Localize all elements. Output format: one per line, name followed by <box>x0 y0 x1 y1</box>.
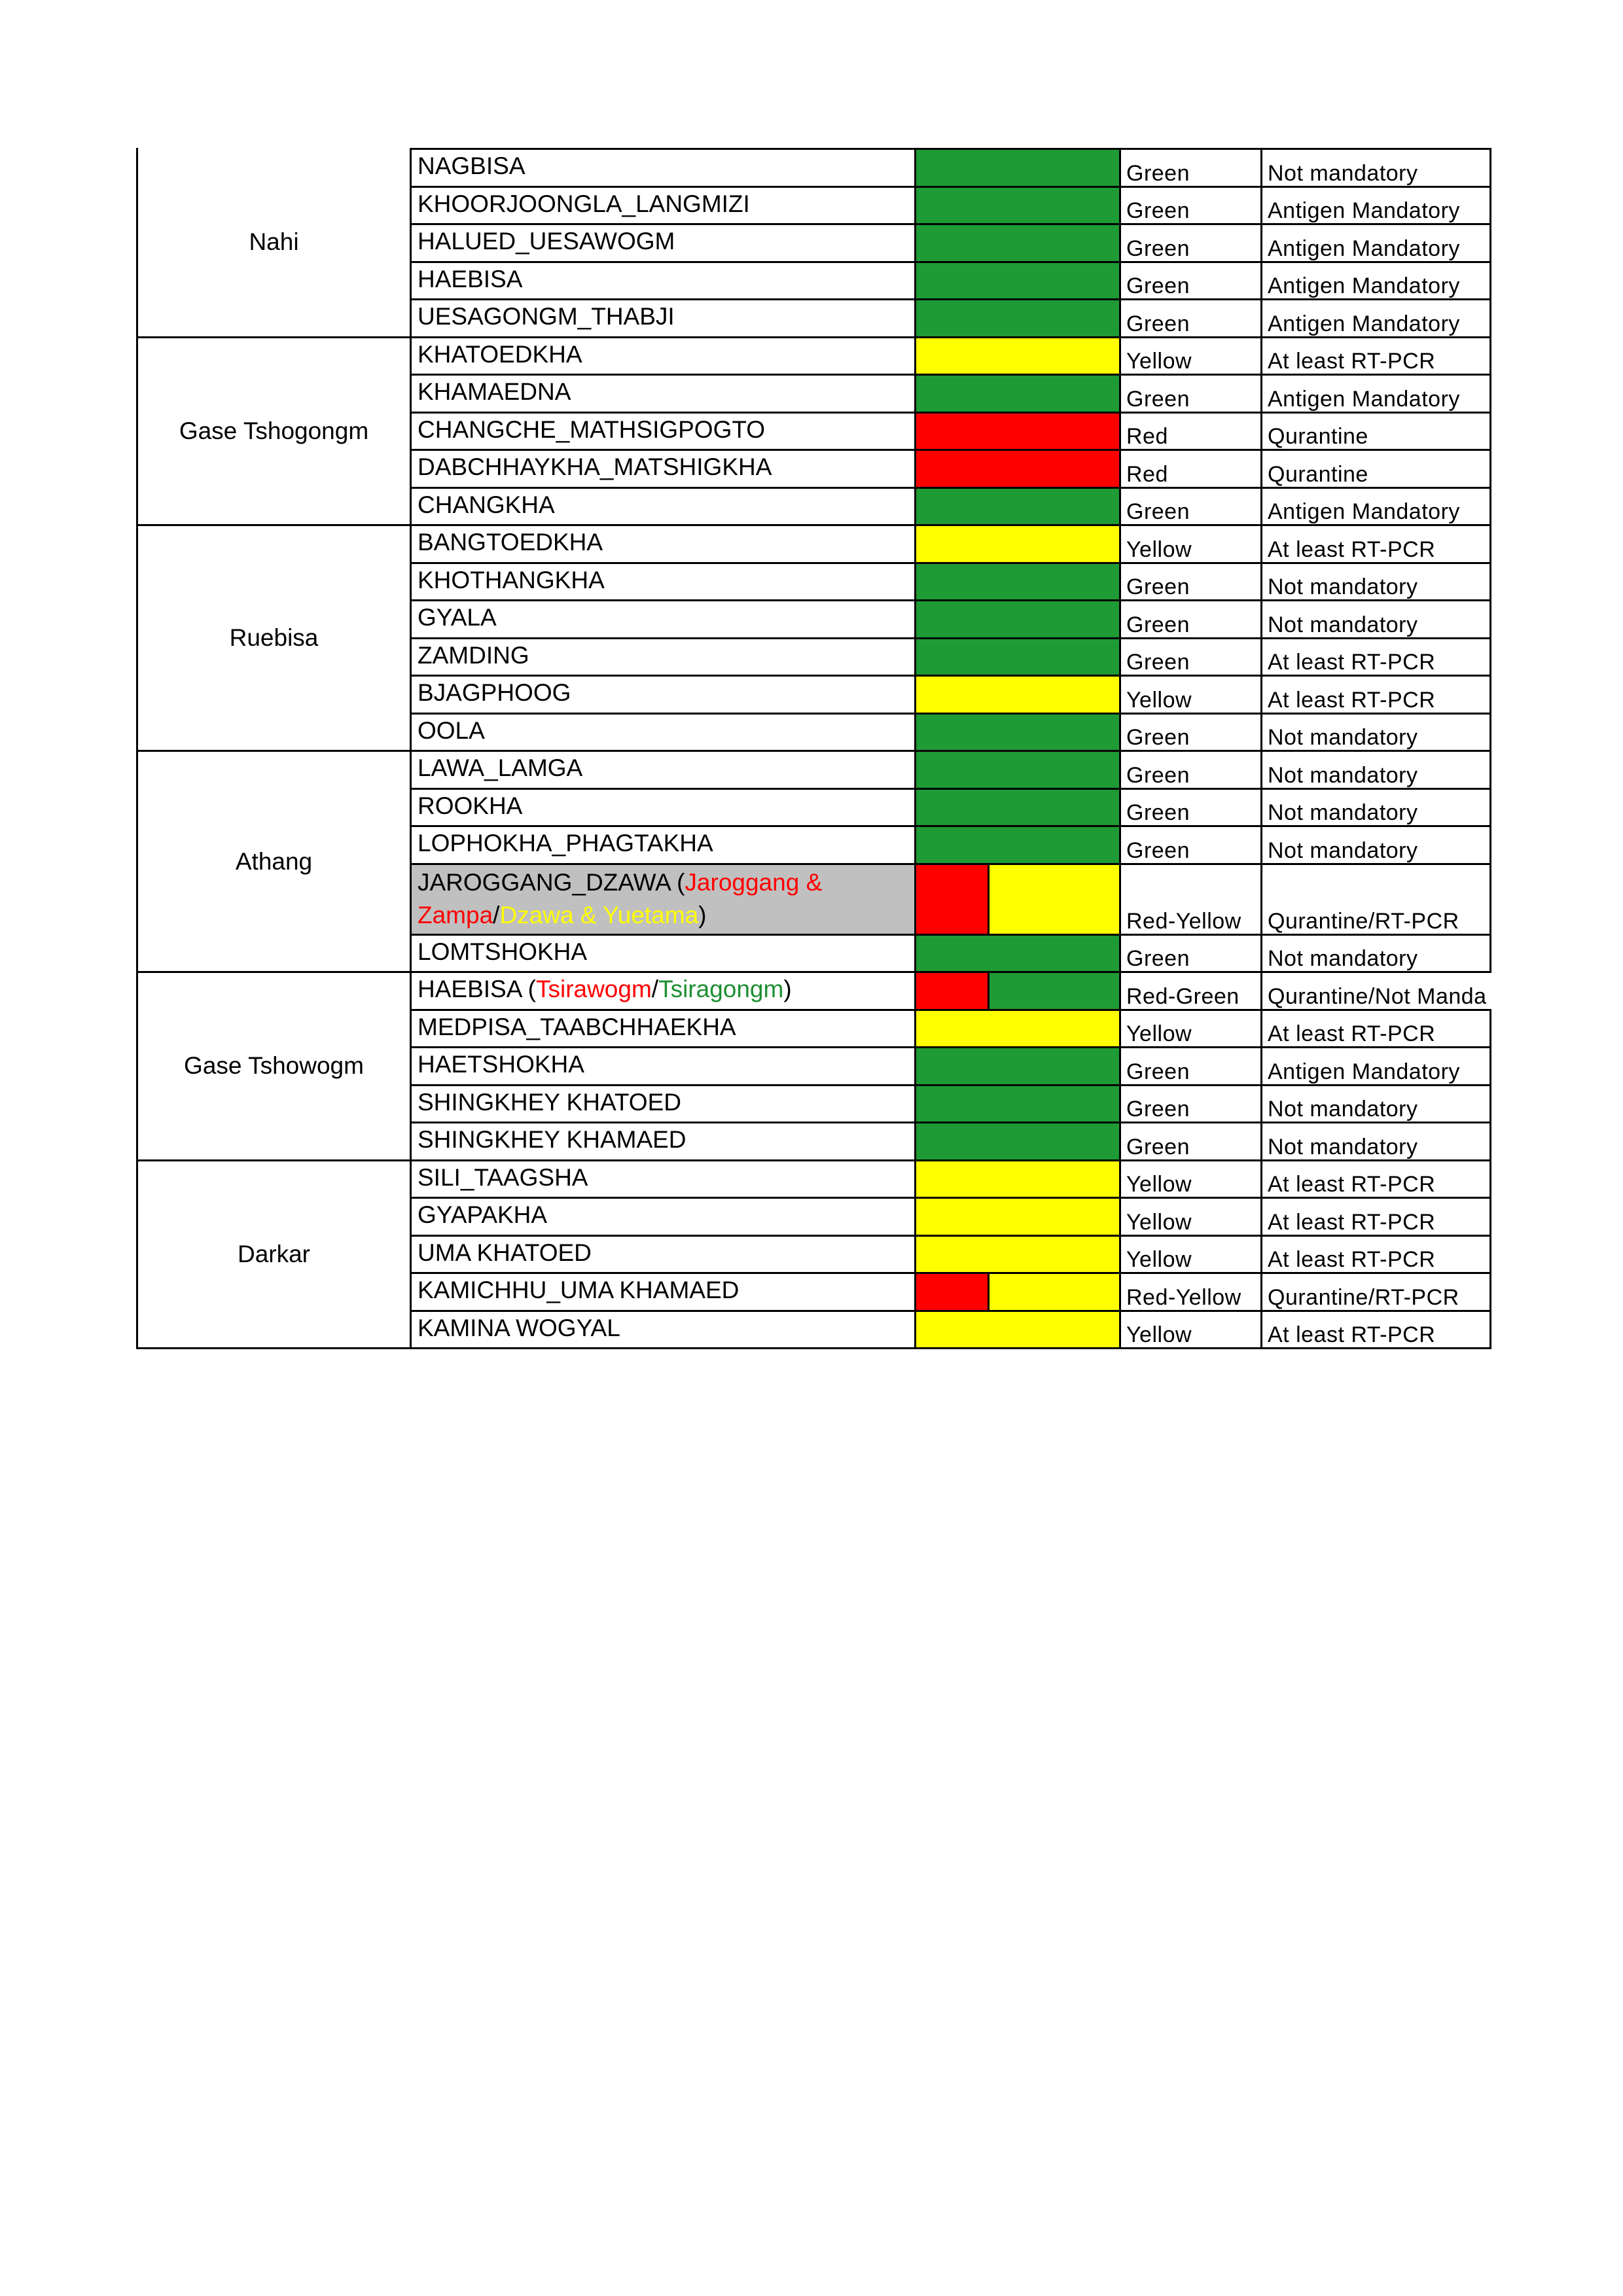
zone-color-swatch <box>916 825 1119 865</box>
village-name-cell <box>410 1310 916 1350</box>
test-requirement-cell <box>1260 186 1491 226</box>
test-requirement: At least RT-PCR <box>1268 1322 1436 1347</box>
village-name: MEDPISA_TAABCHHAEKHA <box>418 1013 736 1040</box>
zone-label-cell <box>1119 599 1262 639</box>
village-name-cell <box>410 1009 916 1049</box>
zone-color-swatch <box>916 1272 1119 1312</box>
gewog-name: Gase Tshowogm <box>184 1052 364 1080</box>
village-name-cell <box>410 487 916 527</box>
test-requirement-cell <box>1260 599 1491 639</box>
test-requirement: Antigen Mandatory <box>1268 274 1460 298</box>
village-name: LAWA_LAMGA <box>418 754 583 781</box>
village-name-cell <box>410 713 916 752</box>
village-name-cell <box>410 1159 916 1199</box>
village-name: SHINGKHEY KHATOED <box>418 1088 681 1116</box>
zone-label: Green <box>1126 311 1190 336</box>
village-name: KHATOEDKHA <box>418 340 582 368</box>
zone-color-swatch <box>916 599 1119 639</box>
zone-label-cell <box>1119 1084 1262 1124</box>
zone-color-swatch <box>916 863 1119 936</box>
zone-label: Green <box>1126 236 1190 261</box>
zone-label-cell <box>1119 261 1262 301</box>
test-requirement-cell <box>1260 1159 1491 1199</box>
zone-color-swatch <box>916 562 1119 602</box>
village-name-cell <box>410 148 916 188</box>
village-name-cell <box>410 562 916 602</box>
zone-color-swatch <box>916 223 1119 263</box>
test-requirement: Not mandatory <box>1268 838 1418 863</box>
village-name-cell <box>410 524 916 564</box>
village-name-cell <box>410 1122 916 1161</box>
zone-label: Green <box>1126 800 1190 825</box>
zone-label-cell <box>1119 713 1262 752</box>
zone-color-part-2 <box>990 865 1119 936</box>
detail-separator: / <box>493 901 500 928</box>
test-requirement-cell <box>1260 374 1491 414</box>
zone-label-cell <box>1119 1159 1262 1199</box>
zone-color-swatch <box>916 1009 1119 1049</box>
test-requirement-cell <box>1260 1272 1491 1312</box>
test-requirement-cell <box>1260 1084 1491 1124</box>
zone-label-cell <box>1119 1009 1262 1049</box>
village-name-cell <box>410 374 916 414</box>
village-name-cell <box>410 298 916 338</box>
test-requirement: At least RT-PCR <box>1268 349 1436 374</box>
test-requirement: Not mandatory <box>1268 800 1418 825</box>
zone-label: Red <box>1126 461 1168 487</box>
test-requirement: Qurantine <box>1268 461 1368 487</box>
test-requirement: Not mandatory <box>1268 762 1418 788</box>
zone-label: Green <box>1126 386 1190 412</box>
zone-label-cell <box>1119 825 1262 865</box>
zone-label-cell <box>1119 449 1262 489</box>
zone-color-swatch <box>916 675 1119 715</box>
zone-color-swatch <box>916 1310 1119 1350</box>
test-requirement: At least RT-PCR <box>1268 650 1436 675</box>
zone-color-part-2 <box>990 1274 1119 1312</box>
test-requirement: Antigen Mandatory <box>1268 386 1460 412</box>
zone-color-part-1 <box>916 865 990 936</box>
zone-color-swatch <box>916 524 1119 564</box>
village-name-cell <box>410 449 916 489</box>
gewog-name: Ruebisa <box>229 624 319 651</box>
village-name: GYAPAKHA <box>418 1201 548 1228</box>
gewog-name-cell <box>136 750 410 973</box>
zone-color-swatch <box>916 336 1119 376</box>
zone-color-swatch <box>916 374 1119 414</box>
village-name: HAEBISA <box>418 976 522 1002</box>
zone-color-part-1 <box>916 1274 990 1312</box>
zone-label: Green <box>1126 160 1190 186</box>
zone-label: Yellow <box>1126 349 1192 374</box>
village-name: OOLA <box>418 716 485 744</box>
village-name-cell <box>410 825 916 865</box>
test-requirement: Antigen Mandatory <box>1268 499 1460 524</box>
test-requirement-cell <box>1260 223 1491 263</box>
village-name: KHOTHANGKHA <box>418 566 605 593</box>
test-requirement-cell <box>1260 1009 1491 1049</box>
village-name-cell <box>410 1084 916 1124</box>
test-requirement-cell <box>1260 487 1491 527</box>
zone-label-cell <box>1119 562 1262 602</box>
test-requirement: Qurantine <box>1268 424 1368 449</box>
zone-color-swatch <box>916 487 1119 527</box>
gewog-name: Gase Tshogongm <box>179 417 369 444</box>
village-name: ZAMDING <box>418 641 529 669</box>
test-requirement-cell <box>1260 1046 1491 1086</box>
test-requirement: At least RT-PCR <box>1268 1209 1436 1235</box>
test-requirement-cell <box>1260 713 1491 752</box>
zone-label: Green <box>1126 838 1190 863</box>
test-requirement-cell <box>1260 971 1491 1011</box>
test-requirement: Not mandatory <box>1268 160 1418 186</box>
gewog-name: Athang <box>235 847 313 875</box>
test-requirement: At least RT-PCR <box>1268 1021 1436 1046</box>
zone-label: Red-Green <box>1126 983 1240 1009</box>
village-name-cell <box>410 750 916 790</box>
zone-label: Green <box>1126 198 1190 223</box>
village-name-cell <box>410 186 916 226</box>
village-name-cell <box>410 675 916 715</box>
zone-label: Yellow <box>1126 1322 1192 1347</box>
test-requirement-cell <box>1260 863 1491 936</box>
village-name: NAGBISA <box>418 152 526 179</box>
zone-color-swatch <box>916 1084 1119 1124</box>
village-name: HALUED_UESAWOGM <box>418 228 675 255</box>
zone-color-swatch <box>916 971 1119 1011</box>
test-requirement-cell <box>1260 449 1491 489</box>
zone-color-swatch <box>916 1122 1119 1161</box>
zone-label: Green <box>1126 650 1190 675</box>
village-name: SHINGKHEY KHAMAED <box>418 1126 687 1153</box>
detail-close: ) <box>783 976 792 1002</box>
zone-color-swatch <box>916 1159 1119 1199</box>
detail-part-1: Jaroggang & Zampa <box>418 868 823 928</box>
zone-label-cell <box>1119 223 1262 263</box>
gewog-name: Darkar <box>237 1240 311 1267</box>
zone-label: Green <box>1126 612 1190 637</box>
zone-label-cell <box>1119 863 1262 936</box>
zone-label: Yellow <box>1126 687 1192 713</box>
test-requirement: Not mandatory <box>1268 574 1418 599</box>
zone-color-swatch <box>916 1235 1119 1275</box>
test-requirement: Antigen Mandatory <box>1268 1059 1460 1084</box>
test-requirement-cell <box>1260 1122 1491 1161</box>
zone-label: Yellow <box>1126 1172 1192 1197</box>
village-name: SILI_TAAGSHA <box>418 1163 588 1191</box>
zone-label-cell <box>1119 1122 1262 1161</box>
test-requirement-cell <box>1260 934 1491 974</box>
zone-label-cell <box>1119 675 1262 715</box>
village-name: JAROGGANG_DZAWA <box>418 868 670 896</box>
village-name: BANGTOEDKHA <box>418 529 603 556</box>
village-name-cell <box>410 1235 916 1275</box>
zone-label-cell <box>1119 487 1262 527</box>
zone-color-swatch <box>916 750 1119 790</box>
village-name: CHANGKHA <box>418 491 555 518</box>
zone-label: Yellow <box>1126 1209 1192 1235</box>
village-name: BJAGPHOOG <box>418 679 571 706</box>
village-name: ROOKHA <box>418 792 523 819</box>
zone-color-part-1 <box>916 973 990 1011</box>
zone-color-swatch <box>916 412 1119 451</box>
test-requirement: Antigen Mandatory <box>1268 236 1460 261</box>
zone-color-swatch <box>916 261 1119 301</box>
zone-label-cell <box>1119 524 1262 564</box>
test-requirement-cell <box>1260 336 1491 376</box>
zone-color-swatch <box>916 713 1119 752</box>
zone-label-cell <box>1119 186 1262 226</box>
zone-label-cell <box>1119 148 1262 188</box>
village-name: LOMTSHOKHA <box>418 938 588 965</box>
detail-part-2: Tsiragongm <box>658 976 784 1002</box>
test-requirement: Not mandatory <box>1268 612 1418 637</box>
zone-label-cell <box>1119 412 1262 451</box>
test-requirement: At least RT-PCR <box>1268 537 1436 562</box>
zone-label: Yellow <box>1126 1021 1192 1046</box>
test-requirement: At least RT-PCR <box>1268 687 1436 713</box>
zone-label: Yellow <box>1126 537 1192 562</box>
zone-label: Green <box>1126 574 1190 599</box>
test-requirement-cell <box>1260 298 1491 338</box>
village-name: KHAMAEDNA <box>418 378 571 405</box>
zone-color-part-2 <box>990 973 1119 1011</box>
test-requirement-cell <box>1260 1235 1491 1275</box>
detail-part-2: Dzawa & Yuetama <box>499 901 699 928</box>
test-requirement: At least RT-PCR <box>1268 1172 1436 1197</box>
table-bottom-border <box>136 1347 1491 1349</box>
village-name-cell <box>410 1046 916 1086</box>
zone-color-swatch <box>916 186 1119 226</box>
gewog-name-cell <box>136 1159 410 1350</box>
village-name: KAMICHHU_UMA KHAMAED <box>418 1277 740 1303</box>
village-name-cell <box>410 971 916 1011</box>
zone-label: Red <box>1126 424 1168 449</box>
detail-close: ) <box>698 901 707 928</box>
zone-color-swatch <box>916 637 1119 677</box>
zone-label-cell <box>1119 637 1262 677</box>
zone-label: Red-Yellow <box>1126 908 1241 934</box>
test-requirement-cell <box>1260 675 1491 715</box>
zone-label-cell <box>1119 934 1262 974</box>
zone-label: Green <box>1126 1134 1190 1159</box>
test-requirement: Not mandatory <box>1268 1134 1418 1159</box>
village-name-cell <box>410 637 916 677</box>
village-name-cell <box>410 788 916 828</box>
zone-label-cell <box>1119 1046 1262 1086</box>
village-name: GYALA <box>418 604 497 631</box>
village-name: KAMINA WOGYAL <box>418 1314 620 1341</box>
zone-color-swatch <box>916 788 1119 828</box>
village-name: HAEBISA <box>418 265 523 292</box>
gewog-name-cell <box>136 524 410 752</box>
village-name-cell <box>410 934 916 974</box>
test-requirement: Qurantine/RT-PCR <box>1268 908 1459 934</box>
test-requirement: Qurantine/Not Manda <box>1268 983 1487 1009</box>
zone-label: Red-Yellow <box>1126 1284 1241 1310</box>
zone-label-cell <box>1119 1197 1262 1237</box>
zone-label-cell <box>1119 788 1262 828</box>
village-name: UESAGONGM_THABJI <box>418 303 675 330</box>
zone-label: Green <box>1126 725 1190 750</box>
detail-part-1: Tsirawogm <box>535 976 652 1002</box>
zone-color-swatch <box>916 934 1119 974</box>
zone-color-swatch <box>916 1197 1119 1237</box>
zone-label-cell <box>1119 1272 1262 1312</box>
zone-label-cell <box>1119 750 1262 790</box>
zone-color-swatch <box>916 1046 1119 1086</box>
village-name: UMA KHATOED <box>418 1239 592 1266</box>
zone-label: Green <box>1126 499 1190 524</box>
test-requirement: Antigen Mandatory <box>1268 311 1460 336</box>
village-name-cell <box>410 223 916 263</box>
test-requirement: Antigen Mandatory <box>1268 198 1460 223</box>
zone-color-swatch <box>916 298 1119 338</box>
zone-color-swatch <box>916 449 1119 489</box>
zone-label-cell <box>1119 1310 1262 1350</box>
detail-open: ( <box>521 976 536 1002</box>
village-name: CHANGCHE_MATHSIGPOGTO <box>418 415 766 443</box>
test-requirement: Not mandatory <box>1268 725 1418 750</box>
test-requirement: Not mandatory <box>1268 946 1418 971</box>
zone-label: Green <box>1126 274 1190 298</box>
village-name: HAETSHOKHA <box>418 1051 584 1078</box>
village-name-cell <box>410 599 916 639</box>
test-requirement-cell <box>1260 1310 1491 1350</box>
zone-label: Green <box>1126 1059 1190 1084</box>
village-name: DABCHHAYKHA_MATSHIGKHA <box>418 453 772 480</box>
test-requirement: Qurantine/RT-PCR <box>1268 1284 1459 1310</box>
zone-label-cell <box>1119 374 1262 414</box>
test-requirement-cell <box>1260 562 1491 602</box>
test-requirement-cell <box>1260 524 1491 564</box>
gewog-name-cell <box>136 148 410 338</box>
village-name: KHOORJOONGLA_LANGMIZI <box>418 190 750 217</box>
test-requirement-cell <box>1260 637 1491 677</box>
gewog-name: Nahi <box>249 228 299 255</box>
zone-label: Green <box>1126 762 1190 788</box>
village-name-cell <box>410 336 916 376</box>
village-name-cell <box>410 1272 916 1312</box>
test-requirement-cell <box>1260 788 1491 828</box>
test-requirement-cell <box>1260 1197 1491 1237</box>
gewog-name-cell <box>136 336 410 527</box>
detail-separator: / <box>651 976 659 1002</box>
gewog-name-cell <box>136 971 410 1161</box>
village-name: LOPHOKHA_PHAGTAKHA <box>418 830 713 857</box>
zone-label-cell <box>1119 336 1262 376</box>
village-name-cell <box>410 863 916 936</box>
zone-label-cell <box>1119 298 1262 338</box>
village-name-cell <box>410 261 916 301</box>
test-requirement-cell <box>1260 825 1491 865</box>
test-requirement-cell <box>1260 750 1491 790</box>
test-requirement-cell <box>1260 148 1491 188</box>
zone-label-cell <box>1119 971 1262 1011</box>
village-name-cell <box>410 412 916 451</box>
zone-label: Green <box>1126 946 1190 971</box>
zone-color-swatch <box>916 148 1119 188</box>
zone-label-cell <box>1119 1235 1262 1275</box>
test-requirement-cell <box>1260 261 1491 301</box>
test-requirement: At least RT-PCR <box>1268 1247 1436 1272</box>
zone-label: Yellow <box>1126 1247 1192 1272</box>
test-requirement-cell <box>1260 412 1491 451</box>
test-requirement: Not mandatory <box>1268 1097 1418 1122</box>
zone-label: Green <box>1126 1097 1190 1122</box>
village-name-cell <box>410 1197 916 1237</box>
detail-open: ( <box>669 868 685 896</box>
